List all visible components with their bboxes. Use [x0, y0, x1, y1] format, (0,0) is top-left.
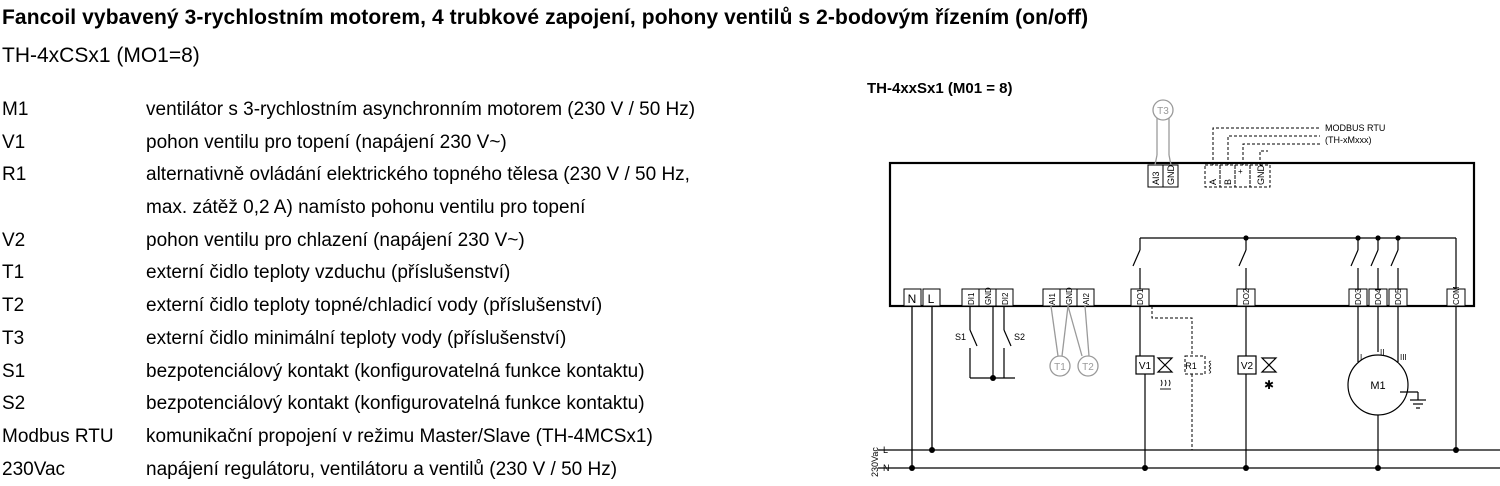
terminal-ai2-label: AI2 [1082, 292, 1091, 305]
line-l-label: L [883, 445, 889, 455]
terminal-ai1-label: AI1 [1048, 292, 1057, 305]
motor-m1 [1348, 306, 1456, 468]
legend-desc: ventilátor s 3-rychlostním asynchronním motorem (230 V / 50 Hz) [146, 99, 696, 120]
terminal-n-label: N [907, 292, 917, 306]
svg-text:⸾: ⸾ [1208, 361, 1212, 373]
relay-switches [1133, 250, 1398, 289]
legend-item-t1 [2, 257, 832, 290]
modbus-model-label: (TH-xMxxx) [1325, 135, 1372, 145]
terminal-b-label: B [1223, 178, 1233, 185]
legend-item-s2 [2, 388, 832, 421]
legend-code: 230Vac [2, 458, 66, 480]
legend-item-v1 [2, 127, 832, 160]
wiring-diagram [840, 70, 1500, 484]
sensor-t3 [1153, 100, 1173, 165]
legend-desc: max. zátěž 0,2 A) namísto pohonu ventilu pro topení [146, 197, 586, 219]
legend-code: R1 [2, 164, 27, 186]
t2-label: T2 [1082, 362, 1094, 373]
legend-code: M1 [2, 99, 29, 120]
r1-label: R1 [1185, 361, 1197, 371]
terminal-di1-label: DI1 [967, 292, 976, 305]
terminal-gnd2-label: GND [1256, 165, 1266, 185]
diagram-title: TH-4xxSx1 (M01 = 8) [867, 80, 1013, 97]
speed-2-label: II [1380, 348, 1385, 357]
legend-item-r1-cont [2, 192, 832, 225]
legend-item-t2 [2, 290, 832, 323]
legend-code: T1 [2, 262, 25, 284]
supply-label: 230Vac [870, 447, 880, 477]
s1-label: S1 [955, 332, 967, 342]
legend-desc: externí čidlo teploty topné/chladicí vody (příslušenství) [146, 295, 603, 317]
terminal-gnd1-label: GND [984, 287, 993, 305]
page-title: Fancoil vybavený 3-rychlostním motorem, 4 trubkové zapojení, pohony ventilů s 2-bodovým řízením (on/off) [2, 6, 1089, 29]
terminal-com-label: COM [1452, 286, 1461, 305]
contacts-s1-s2 [970, 306, 1015, 378]
terminal-ai3-label: AI3 [1151, 171, 1161, 185]
legend-item-v2 [2, 225, 832, 258]
legend-item-r1 [2, 159, 832, 192]
v2-label: V2 [1240, 361, 1254, 372]
modbus-leader [1213, 128, 1320, 165]
legend-code: S2 [2, 393, 26, 415]
legend-desc: bezpotenciálový kontakt (konfigurovatelná funkce kontaktu) [146, 360, 645, 382]
legend-desc: externí čidlo minimální teploty vody (příslušenství) [146, 327, 567, 349]
relay-bus [1140, 238, 1456, 289]
legend-desc: komunikační propojení v režimu Master/Slave (TH-4MCSx1) [146, 425, 653, 447]
speed-3-label: III [1400, 353, 1407, 362]
terminal-gnd2-label: GND [1065, 287, 1074, 305]
m1-label: M1 [1370, 380, 1386, 392]
legend-desc: napájení regulátoru, ventilátoru a ventilů (230 V / 50 Hz) [146, 458, 618, 480]
legend-desc: pohon ventilu pro topení (napájení 230 V~) [146, 131, 507, 153]
page-subtitle: TH-4xCSx1 (MO1=8) [2, 44, 200, 67]
speed-1-label: I [1360, 353, 1363, 362]
supply-lines [878, 450, 1500, 468]
snowflake-icon: ✱ [1263, 378, 1275, 392]
s2-label: S2 [1014, 332, 1026, 342]
line-n-label: N [883, 463, 890, 473]
modbus-label: MODBUS RTU [1325, 123, 1386, 133]
legend-code: T2 [2, 295, 25, 317]
legend-desc: alternativně ovládání elektrického topného tělesa (230 V / 50 Hz, [146, 164, 690, 186]
legend-item-230vac [2, 454, 832, 486]
controller-box [890, 163, 1474, 306]
legend-code: Modbus RTU [2, 425, 114, 447]
legend-list [2, 94, 832, 486]
legend-code: T3 [2, 327, 25, 349]
terminal-do5-label: DO5 [1394, 288, 1403, 305]
legend-item-t3 [2, 323, 832, 356]
v1-label: V1 [1138, 361, 1152, 372]
legend-desc: externí čidlo teploty vzduchu (příslušenství) [146, 262, 511, 284]
t1-label: T1 [1054, 362, 1066, 373]
terminal-gnd-label: GND [1166, 165, 1176, 185]
legend-code: V1 [2, 131, 26, 153]
legend-desc: bezpotenciálový kontakt (konfigurovatelná funkce kontaktu) [146, 393, 645, 415]
legend-item-s1 [2, 356, 832, 389]
legend-desc: pohon ventilu pro chlazení (napájení 230 V~) [146, 229, 525, 251]
valve-v1 [1136, 306, 1172, 468]
terminal-do2-label: DO2 [1242, 288, 1251, 305]
terminal-di2-label: DI2 [1001, 292, 1010, 305]
terminal-l-label: L [927, 292, 935, 306]
t3-label: T3 [1157, 106, 1169, 117]
legend-code: S1 [2, 360, 26, 382]
legend-code: V2 [2, 229, 26, 251]
heater-r1 [1152, 306, 1205, 450]
legend-item-modbus [2, 421, 832, 454]
terminal-do3-label: DO3 [1354, 288, 1363, 305]
terminal-do4-label: DO4 [1374, 288, 1383, 305]
svg-text:+: + [1238, 167, 1243, 176]
terminal-a-label: A [1208, 178, 1218, 185]
terminal-do1-label: DO1 [1136, 288, 1145, 305]
legend-item-m1 [2, 94, 832, 127]
